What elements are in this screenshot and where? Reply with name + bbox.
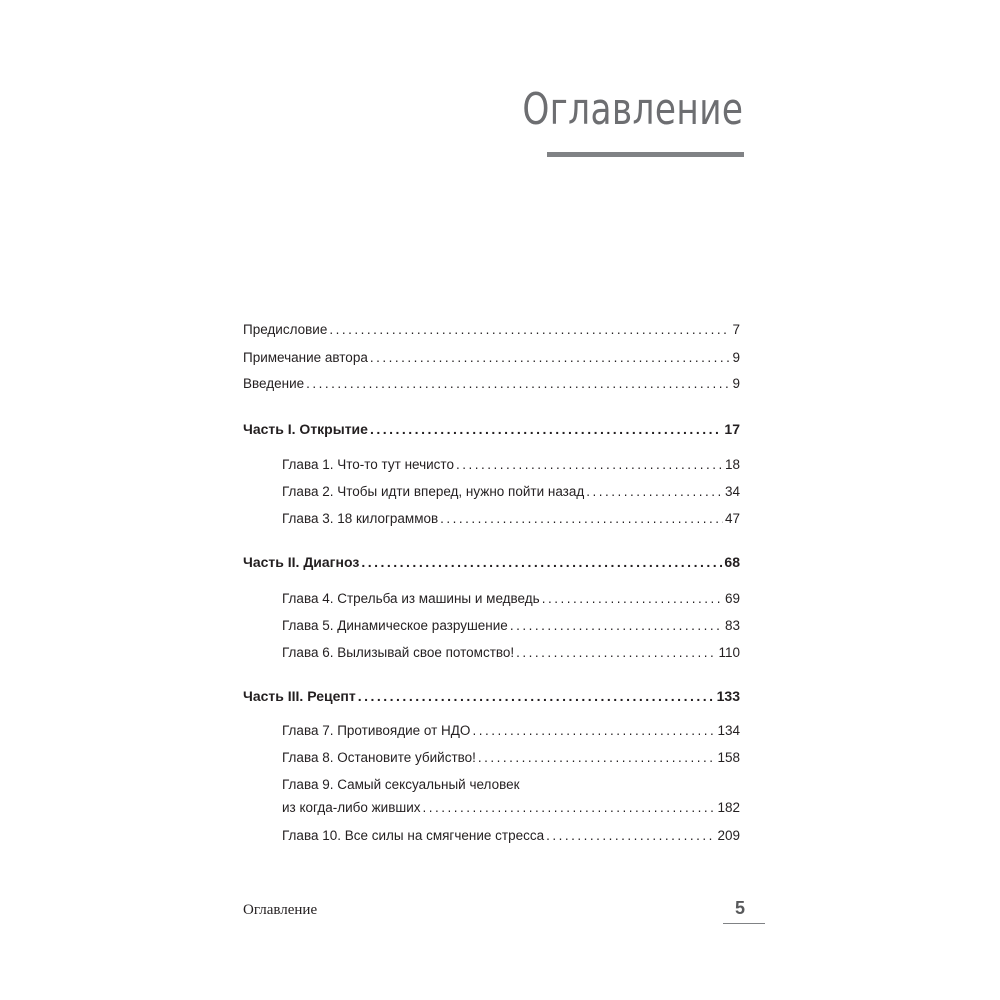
dot-leader bbox=[472, 720, 715, 742]
toc-chapter-5 bbox=[282, 615, 740, 637]
dot-leader bbox=[456, 454, 723, 476]
toc-chapter-label: Глава 4. Стрельба из машины и медведь bbox=[282, 591, 540, 606]
dot-leader bbox=[542, 588, 723, 610]
dot-leader bbox=[478, 747, 716, 769]
toc-chapter-label: Глава 5. Динамическое разрушение bbox=[282, 618, 508, 633]
toc-chapter-label: из когда-либо живших bbox=[282, 800, 421, 815]
toc-part-1 bbox=[243, 418, 740, 440]
toc-chapter-page: 69 bbox=[724, 591, 740, 606]
toc-entry-page: 9 bbox=[732, 376, 740, 391]
toc-entry-label: Введение bbox=[243, 376, 305, 391]
page-number-rule bbox=[723, 923, 765, 924]
dot-leader bbox=[510, 615, 723, 637]
dot-leader bbox=[423, 797, 716, 819]
page-title: Оглавление bbox=[521, 84, 743, 135]
toc-chapter-label: Глава 3. 18 килограммов bbox=[282, 511, 439, 526]
toc-chapter-3 bbox=[282, 508, 740, 530]
toc-chapter-page: 83 bbox=[724, 618, 740, 633]
toc-chapter-8 bbox=[282, 747, 740, 769]
toc-chapter-page: 158 bbox=[717, 750, 740, 765]
running-footer-title: Оглавление bbox=[243, 902, 318, 918]
toc-chapter-page: 182 bbox=[717, 800, 740, 815]
toc-part-label: Часть II. Диагноз bbox=[243, 554, 360, 570]
toc-chapter-1 bbox=[282, 454, 740, 476]
toc-part-2 bbox=[243, 551, 740, 573]
toc-chapter-9-label-line1: Глава 9. Самый сексуальный человек bbox=[282, 777, 520, 792]
toc-chapter-page: 18 bbox=[724, 457, 740, 472]
dot-leader bbox=[586, 481, 723, 503]
dot-leader bbox=[516, 642, 716, 664]
toc-chapter-label: Глава 8. Остановите убийство! bbox=[282, 750, 476, 765]
toc-part-page: 133 bbox=[716, 688, 740, 704]
toc-entry-introduction bbox=[243, 373, 740, 395]
toc-chapter-7 bbox=[282, 720, 740, 742]
toc-part-page: 17 bbox=[724, 421, 740, 437]
toc-chapter-label: Глава 2. Чтобы идти вперед, нужно пойти назад bbox=[282, 484, 585, 499]
toc-chapter-page: 209 bbox=[717, 828, 740, 843]
dot-leader bbox=[370, 418, 722, 440]
toc-chapter-2 bbox=[282, 481, 740, 503]
toc-chapter-9 bbox=[282, 797, 740, 819]
dot-leader bbox=[361, 551, 722, 573]
toc-entry-page: 7 bbox=[732, 322, 740, 337]
toc-entry-author-note bbox=[243, 347, 740, 369]
toc-chapter-6 bbox=[282, 642, 740, 664]
toc-chapter-page: 110 bbox=[718, 645, 740, 660]
toc-part-label: Часть III. Рецепт bbox=[243, 688, 356, 704]
toc-part-page: 68 bbox=[724, 554, 740, 570]
dot-leader bbox=[370, 347, 731, 369]
toc-chapter-page: 34 bbox=[724, 484, 740, 499]
dot-leader bbox=[546, 825, 715, 847]
dot-leader bbox=[306, 373, 730, 395]
toc-entry-preface bbox=[243, 319, 740, 341]
toc-chapter-4 bbox=[282, 588, 740, 610]
toc-entry-label: Примечание автора bbox=[243, 350, 368, 365]
toc-chapter-10 bbox=[282, 825, 740, 847]
toc-entry-label: Предисловие bbox=[243, 322, 328, 337]
dot-leader bbox=[358, 685, 715, 707]
page-number: 5 bbox=[735, 898, 746, 918]
toc-chapter-label: Глава 1. Что-то тут нечисто bbox=[282, 457, 454, 472]
toc-chapter-label: Глава 7. Противоядие от НДО bbox=[282, 723, 471, 738]
dot-leader bbox=[329, 319, 730, 341]
toc-part-3 bbox=[243, 685, 740, 707]
toc-chapter-page: 134 bbox=[717, 723, 740, 738]
dot-leader bbox=[440, 508, 723, 530]
toc-chapter-label: Глава 6. Вылизывай свое потомство! bbox=[282, 645, 515, 660]
toc-chapter-label: Глава 10. Все силы на смягчение стресса bbox=[282, 828, 545, 843]
toc-chapter-page: 47 bbox=[724, 511, 740, 526]
toc-part-label: Часть I. Открытие bbox=[243, 421, 368, 437]
toc-entry-page: 9 bbox=[732, 350, 740, 365]
